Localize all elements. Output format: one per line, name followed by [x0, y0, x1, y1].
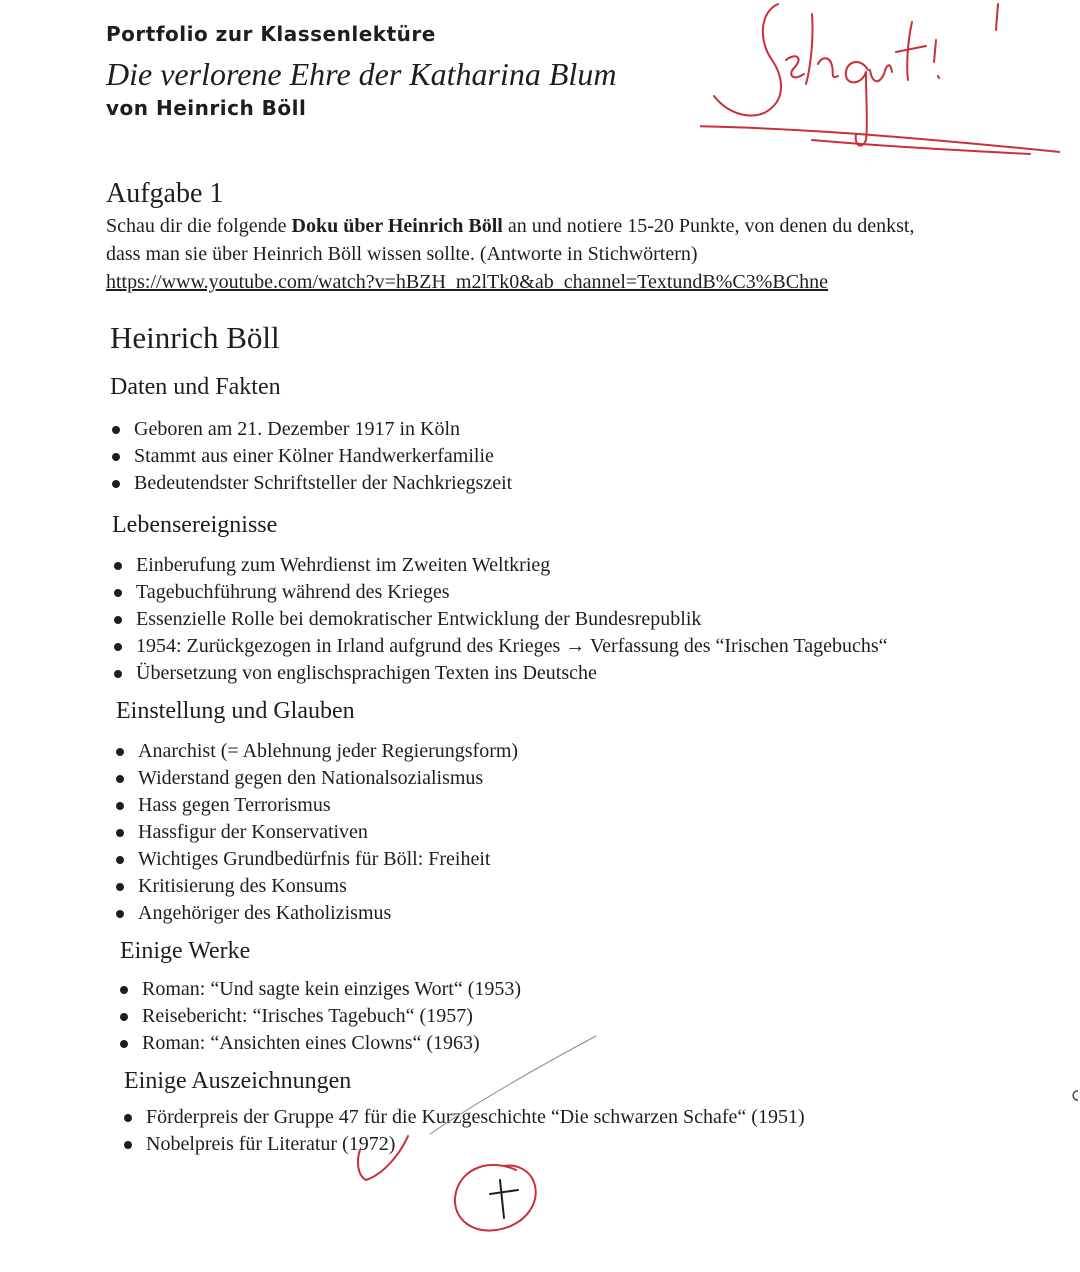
- section-title: Daten und Fakten: [110, 374, 281, 400]
- task-text-after: an und notiere 15-20 Punkte, von denen du denkst, dass man sie über Heinrich Böll wissen sollte. (Antworte in Stichwörtern): [106, 215, 915, 265]
- list-item: Widerstand gegen den Nationalsozialismus: [114, 765, 518, 792]
- list-item: Nobelpreis für Literatur (1972): [122, 1131, 805, 1158]
- list-item: Anarchist (= Ablehnung jeder Regierungsform): [114, 738, 518, 765]
- list-item: Stammt aus einer Kölner Handwerkerfamilie: [110, 443, 512, 470]
- list-item: Wichtiges Grundbedürfnis für Böll: Freiheit: [114, 846, 518, 873]
- portfolio-heading: Portfolio zur Klassenlektüre: [106, 22, 436, 46]
- book-author: von Heinrich Böll: [106, 96, 307, 120]
- main-title: Heinrich Böll: [110, 320, 280, 355]
- handwritten-check-and-plus: [300, 1030, 620, 1270]
- list-item: Hassfigur der Konservativen: [114, 819, 518, 846]
- documentary-link[interactable]: https://www.youtube.com/watch?v=hBZH_m2lTk0&ab_channel=TextundB%C3%BChne: [106, 271, 828, 293]
- list-item: Einberufung zum Wehrdienst im Zweiten Weltkrieg: [112, 552, 888, 579]
- list-item: Kritisierung des Konsums: [114, 873, 518, 900]
- list-item: Reisebericht: “Irisches Tagebuch“ (1957): [118, 1003, 521, 1030]
- list-item: Roman: “Ansichten eines Clowns“ (1963): [118, 1030, 521, 1057]
- list-item: Tagebuchführung während des Krieges: [112, 579, 888, 606]
- list-item: Roman: “Und sagte kein einziges Wort“ (1953): [118, 976, 521, 1003]
- list-item: 1954: Zurückgezogen in Irland aufgrund des Krieges → Verfassung des “Irischen Tagebuchs“: [112, 633, 888, 660]
- list-item: Hass gegen Terrorismus: [114, 792, 518, 819]
- list-item: Angehöriger des Katholizismus: [114, 900, 518, 927]
- list-item: Geboren am 21. Dezember 1917 in Köln: [110, 416, 512, 443]
- task-title: Aufgabe 1: [106, 178, 224, 209]
- margin-mark-icon: [1068, 1086, 1080, 1106]
- book-title: Die verlorene Ehre der Katharina Blum: [106, 56, 617, 92]
- list-item: Essenzielle Rolle bei demokratischer Entwicklung der Bundesrepublik: [112, 606, 888, 633]
- handwritten-grade-sehr-gut: [700, 0, 1060, 170]
- section-title: Lebensereignisse: [112, 512, 278, 538]
- section-title: Einige Werke: [120, 938, 251, 964]
- list-item: Bedeutendster Schriftsteller der Nachkriegszeit: [110, 470, 512, 497]
- section-title: Einstellung und Glauben: [116, 698, 355, 724]
- list-item: Förderpreis der Gruppe 47 für die Kurzgeschichte “Die schwarzen Schafe“ (1951): [122, 1104, 805, 1131]
- task-text-before: Schau dir die folgende: [106, 215, 292, 237]
- section-title: Einige Auszeichnungen: [124, 1068, 352, 1094]
- task-text-bold: Doku über Heinrich Böll: [291, 215, 503, 237]
- task-description: [106, 212, 946, 296]
- list-item: Übersetzung von englischsprachigen Texten ins Deutsche: [112, 660, 888, 687]
